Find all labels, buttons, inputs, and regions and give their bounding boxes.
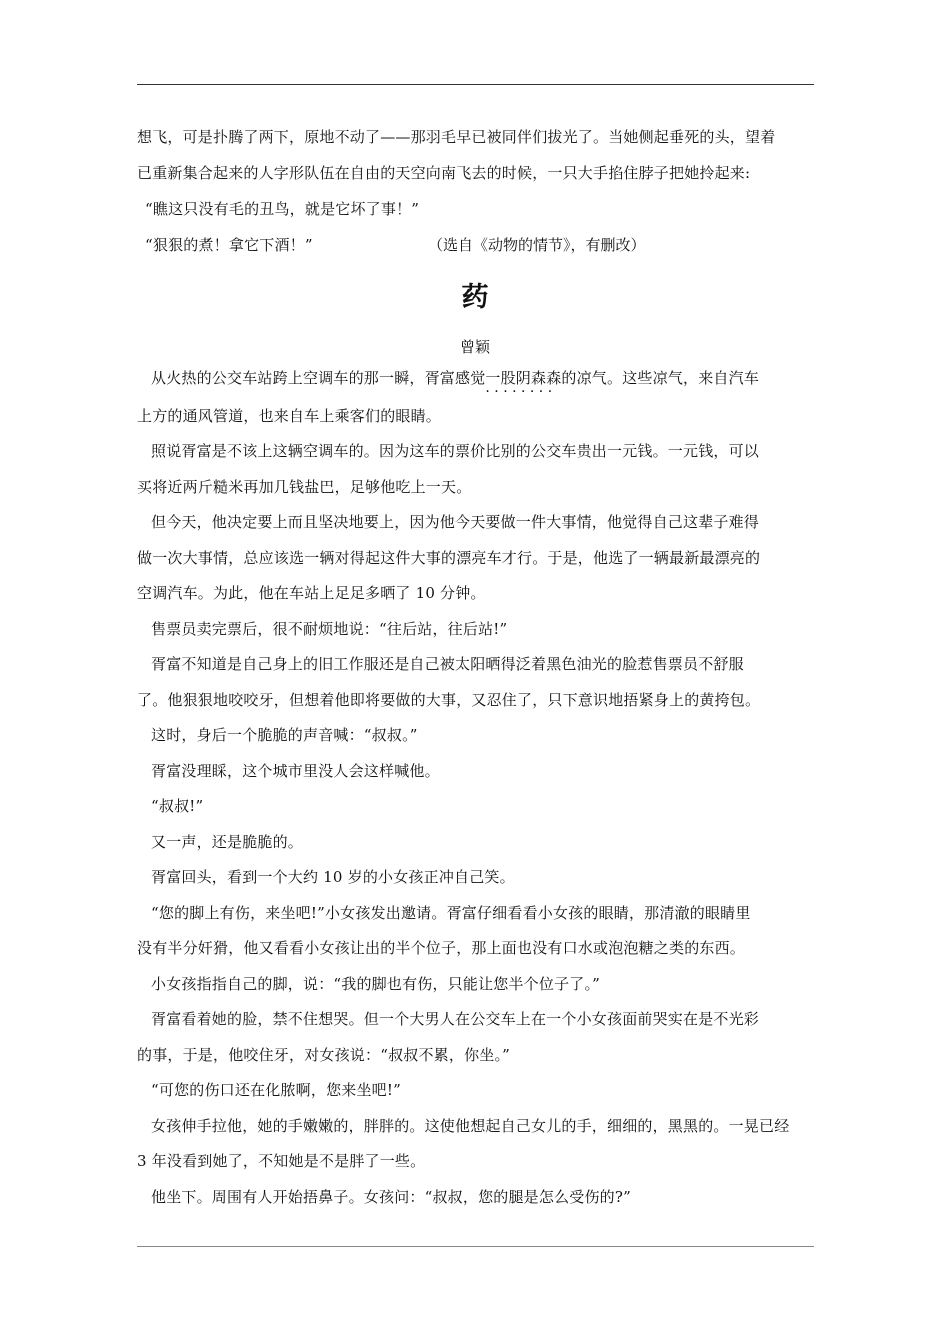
- story-paragraph-line: 的事，于是，他咬住牙，对女孩说：“叔叔不累，你坐。”: [137, 1046, 511, 1064]
- story-paragraph-line: 照说胥富是不该上这辆空调车的。因为这车的票价比别的公交车贵出一元钱。一元钱，可以: [151, 442, 760, 460]
- story-author: 曾颖: [459, 338, 490, 356]
- story-paragraph-line: 上方的通风管道，也来自车上乘客们的眼睛。: [137, 407, 442, 425]
- story-paragraph-line: 但今天，他决定要上而且坚决地要上，因为他今天要做一件大事情，他觉得自己这辈子难得: [151, 513, 760, 531]
- prev-story-line: 想飞，可是扑腾了两下，原地不动了——那羽毛早已被同伴们拔光了。当她侧起垂死的头，望着: [137, 128, 776, 146]
- story-paragraph-line: 空调汽车。为此，他在车站上足足多晒了 10 分钟。: [137, 584, 486, 602]
- story-paragraph-line: 3 年没看到她了，不知她是不是胖了一些。: [137, 1152, 426, 1170]
- story-paragraph-line: 小女孩指指自己的脚，说：“我的脚也有伤，只能让您半个位子了。”: [151, 975, 601, 993]
- prev-story-source: （选自《动物的情节》，有删改）: [428, 236, 646, 254]
- line-text: 从火热的公交车站跨上空调车的那一瞬，胥富感觉: [151, 369, 486, 387]
- story-paragraph-line: 了。他狠狠地咬咬牙，但想着他即将要做的大事，又忍住了，只下意识地捂紧身上的黄挎包。: [137, 691, 761, 709]
- story-paragraph-line: 胥富回头，看到一个大约 10 岁的小女孩正冲自己笑。: [151, 868, 515, 886]
- story-paragraph-line: 做一次大事情，总应该选一辆对得起这件大事的漂亮车才行。于是，他选了一辆最新最漂亮的: [137, 549, 761, 567]
- story-paragraph-line: “可您的伤口还在化脓啊，您来坐吧!”: [151, 1081, 401, 1099]
- story-paragraph-line: 买将近两斤糙米再加几钱盐巴，足够他吃上一天。: [137, 478, 472, 496]
- emphasized-text: 一股阴森森的凉气 · ·: [485, 369, 607, 387]
- story-paragraph-line: 这时，身后一个脆脆的声音喊：“叔叔。”: [151, 726, 418, 744]
- prev-story-line: “狠狠的煮！拿它下酒！”: [145, 236, 313, 254]
- story-paragraph-line: “叔叔!”: [151, 797, 204, 815]
- prev-story-line: “瞧这只没有毛的丑鸟，就是它坏了事！”: [145, 200, 420, 218]
- story-paragraph-line: [151, 367, 831, 388]
- story-paragraph-line: 又一声，还是脆脆的。: [151, 833, 304, 851]
- story-paragraph-line: 售票员卖完票后，很不耐烦地说：“往后站，往后站!”: [151, 620, 508, 638]
- prev-story-line: 已重新集合起来的人字形队伍在自由的天空向南飞去的时候，一只大手掐住脖子把她拎起来:: [137, 164, 751, 182]
- story-paragraph-line: 他坐下。周围有人开始捂鼻子。女孩问：“叔叔，您的腿是怎么受伤的?”: [151, 1188, 631, 1206]
- story-title: 药: [461, 282, 489, 313]
- line-text: 。这些凉气，来自汽车: [607, 369, 760, 387]
- story-paragraph-line: 胥富不知道是自己身上的旧工作服还是自己被太阳晒得泛着黑色油光的脸惹售票员不舒服: [151, 655, 744, 673]
- story-paragraph-line: 没有半分奸猾，他又看看小女孩让出的半个位子，那上面也没有口水或泡泡糖之类的东西。: [137, 939, 746, 957]
- footer-rule: [137, 1246, 814, 1247]
- header-rule: [137, 84, 814, 85]
- story-paragraph-line: 胥富没理睬，这个城市里没人会这样喊他。: [151, 762, 440, 780]
- story-paragraph-line: “您的脚上有伤，来坐吧!”小女孩发出邀请。胥富仔细看看小女孩的眼睛，那清澈的眼睛里: [151, 904, 751, 922]
- story-paragraph-line: 胥富看着她的脸，禁不住想哭。但一个大男人在公交车上在一个小女孩面前哭实在是不光彩: [151, 1010, 760, 1028]
- story-paragraph-line: 女孩伸手拉他，她的手嫩嫩的，胖胖的。这使他想起自己女儿的手，细细的，黑黑的。一晃已经: [151, 1117, 790, 1135]
